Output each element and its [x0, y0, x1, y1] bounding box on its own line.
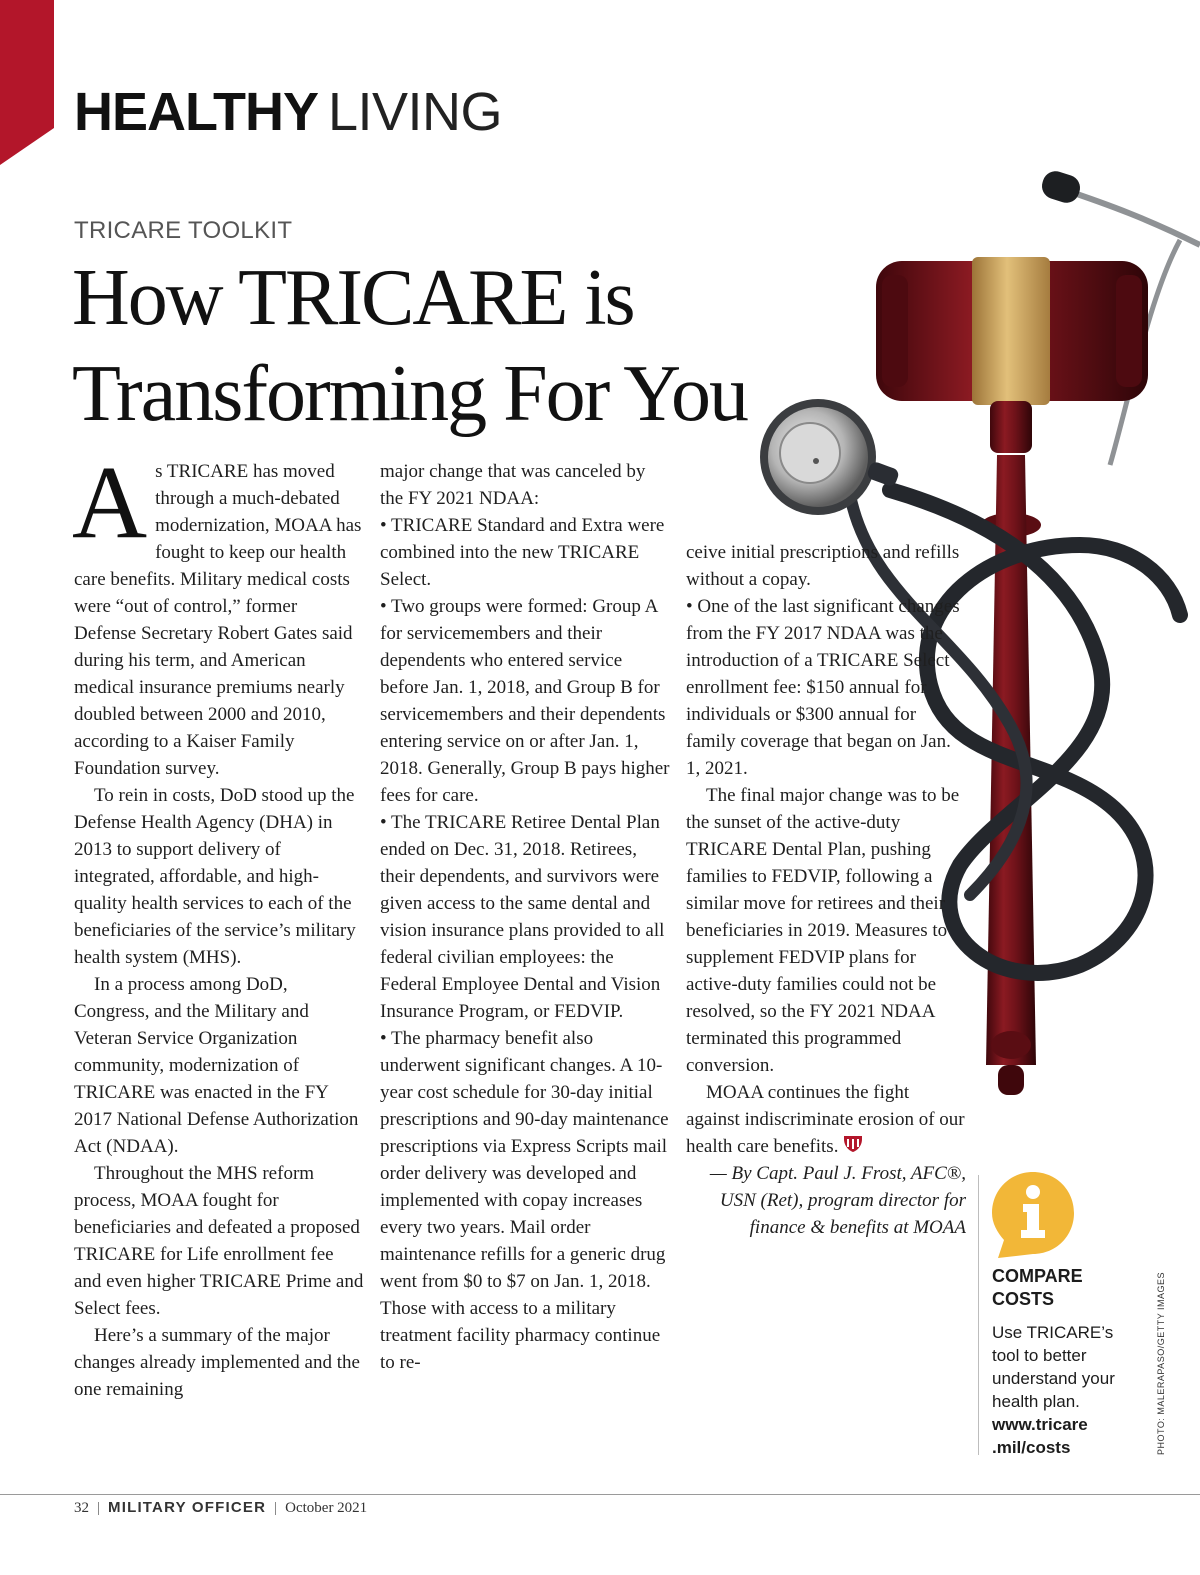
bullet-item: • Two groups were formed: Group A for servicemembers and their dependents who entered service before Jan. 1, 2018, and Group B for servicemembers and their dependents entering service on or after Jan. 1, 2018. Generally, Group B pays higher fees for care.	[380, 596, 670, 806]
sidebar-url-link[interactable]	[992, 1413, 1142, 1459]
sidebar-title-line-1: COMPARE	[992, 1266, 1083, 1286]
byline-line-3: finance & benefits at MOAA	[749, 1217, 966, 1238]
sidebar-divider	[978, 1175, 979, 1455]
bullet-item: • One of the last significant changes from the FY 2017 NDAA was the introduction of a TRICARE Select enrollment fee: $150 annual for individuals or $300 annual for family coverage that began on Jan. 1, 2021.	[686, 596, 960, 779]
footer-divider	[0, 1494, 1200, 1495]
article-paragraph: In a process among DoD, Congress, and the Military and Veteran Service Organization community, modernization of TRICARE was enacted in the FY 2017 National Defense Authorization Act (NDAA).	[74, 974, 359, 1157]
article-paragraph: ceive initial prescriptions and refills without a copay.	[686, 542, 960, 590]
section-header-light: LIVING	[328, 82, 503, 142]
article-paragraph	[686, 1079, 966, 1160]
sidebar-title	[992, 1265, 1142, 1311]
photo-credit: PHOTO: MALERAPASO/GETTY IMAGES	[1156, 1271, 1166, 1455]
section-header-bold: HEALTHY	[74, 82, 318, 142]
article-paragraph: Throughout the MHS reform process, MOAA fought for beneficiaries and defeated a proposed TRICARE for Life enrollment fee and even higher TRICARE Prime and Select fees.	[74, 1163, 364, 1319]
kicker: TRICARE TOOLKIT	[74, 217, 293, 244]
article-paragraph-text: s TRICARE has moved through a much-debated modernization, MOAA has fought to keep our health care benefits. Military medical costs were “out of control,” former Defense Secretary Robert Gates said during his term, and American medical insurance premiums nearly doubled between 2000 and 2010, according to a Kaiser Family Foundation survey.	[74, 461, 362, 779]
section-header	[74, 82, 502, 142]
article-column-1	[72, 445, 364, 1403]
article-column-3	[686, 539, 966, 1241]
page-number: 32	[74, 1500, 89, 1516]
bullet-item: • TRICARE Standard and Extra were combined into the new TRICARE Select.	[380, 515, 665, 590]
compare-costs-sidebar	[992, 1265, 1142, 1459]
drop-cap: A	[72, 445, 148, 560]
article-paragraph: To rein in costs, DoD stood up the Defense Health Agency (DHA) in 2013 to support delivery of integrated, affordable, and high-quality health services to each of the beneficiaries of the service’s military health system (MHS).	[74, 785, 356, 968]
sidebar-url-line-1[interactable]: www.tricare	[992, 1415, 1088, 1434]
footer-separator: |	[274, 1500, 278, 1516]
closing-paragraph-text: MOAA continues the fight against indiscriminate erosion of our health care benefits.	[686, 1082, 965, 1157]
article-paragraph: The final major change was to be the sunset of the active-duty TRICARE Dental Plan, pushing families to FEDVIP, following a similar move for retirees and their beneficiaries in 2019. Measures to supplement FEDVIP plans for active-duty families could not be resolved, so the FY 2021 NDAA terminated this programmed conversion.	[686, 785, 960, 1076]
headline	[72, 250, 772, 442]
bullet-item: • The pharmacy benefit also underwent significant changes. A 10-year cost schedule for 30-day initial prescriptions and 90-day maintenance prescriptions via Express Scripts mail order delivery was developed and implemented with copay increases every two years. Mail order maintenance refills for a generic drug went from $0 to $7 on Jan. 1, 2018. Those with access to a military treatment facility pharmacy continue to re-	[380, 1028, 669, 1373]
headline-line-1: How TRICARE is	[72, 254, 634, 342]
sidebar-title-line-2: COSTS	[992, 1289, 1055, 1309]
info-icon	[990, 1170, 1076, 1260]
byline	[686, 1160, 966, 1241]
page-footer	[74, 1497, 367, 1519]
footer-separator: |	[97, 1500, 101, 1516]
end-mark-icon	[844, 1136, 862, 1152]
article-column-2	[380, 458, 670, 1376]
sidebar-url-line-2[interactable]: .mil/costs	[992, 1438, 1071, 1457]
section-corner-tab	[0, 0, 54, 165]
sidebar-body: Use TRICARE’s tool to better understand your health plan.	[992, 1323, 1115, 1411]
byline-line-2: USN (Ret), program director for	[719, 1190, 966, 1211]
article-paragraph: major change that was canceled by the FY 2021 NDAA:	[380, 461, 646, 509]
article-paragraph	[72, 445, 364, 782]
publication-name: MILITARY OFFICER	[108, 1499, 267, 1516]
issue-date: October 2021	[285, 1500, 368, 1516]
article-paragraph: Here’s a summary of the major changes already implemented and the one remaining	[74, 1325, 360, 1400]
byline-line-1: — By Capt. Paul J. Frost, AFC®,	[709, 1163, 966, 1184]
headline-line-2: Transforming For You	[72, 350, 747, 438]
bullet-item: • The TRICARE Retiree Dental Plan ended on Dec. 31, 2018. Retirees, their dependents, and survivors were given access to the same dental and vision insurance plans provided to all federal civilian employees: the Federal Employee Dental and Vision Insurance Program, or FEDVIP.	[380, 812, 665, 1022]
